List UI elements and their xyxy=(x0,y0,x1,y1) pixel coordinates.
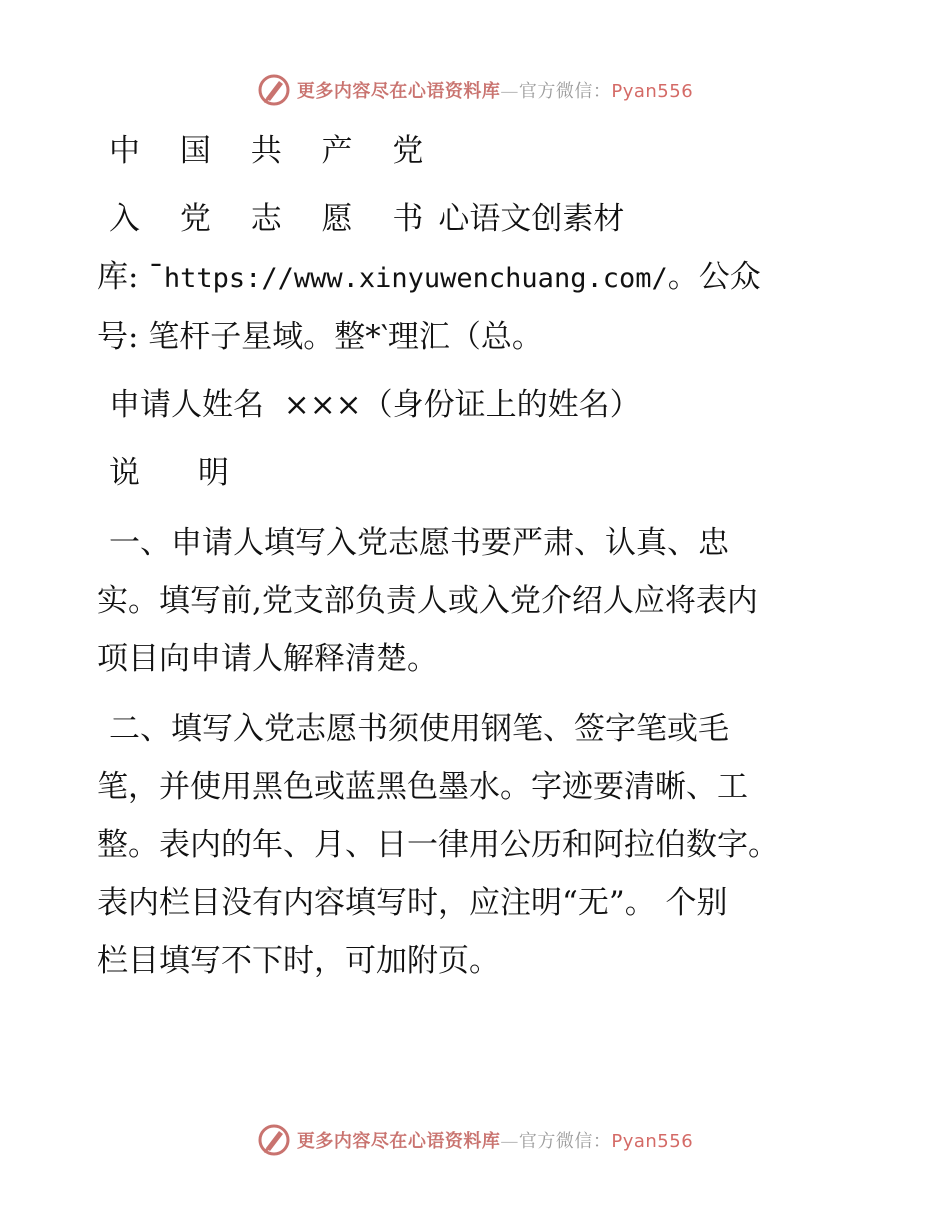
item2-line4: 表内栏目没有内容填写时，应注明“无”。 个别 xyxy=(97,885,728,921)
source-label: 库: ¯ xyxy=(97,259,164,295)
banner-text xyxy=(297,77,693,103)
banner-wechat-id: Pyan556 xyxy=(611,1131,694,1152)
source-account-line: 号: 笔杆子星域。整*‵理汇（总。 xyxy=(97,319,543,355)
title-line xyxy=(97,190,842,248)
header-banner xyxy=(0,70,950,110)
banner-label: 官方微信： xyxy=(518,1131,612,1152)
document-body xyxy=(97,122,842,990)
source-suffix: 。公众 xyxy=(667,259,761,295)
source-prefix: 心语文创素材 xyxy=(438,201,625,237)
banner-main-text: 更多内容尽在心语资料库 xyxy=(296,1131,501,1152)
item2-line2: 笔，并使用黑色或蓝黑色墨水。字迹要清晰、工 xyxy=(97,769,748,805)
instruction-item-2 xyxy=(97,700,842,990)
banner-separator: — xyxy=(500,1131,519,1152)
org-heading: 中 国 共 产 党 xyxy=(109,133,439,169)
footer-banner xyxy=(0,1120,950,1160)
banner-main-text: 更多内容尽在心语资料库 xyxy=(296,81,501,102)
item1-line3: 项目向申请人解释清楚。 xyxy=(97,641,438,677)
banner-wechat-id: Pyan556 xyxy=(611,81,694,102)
applicant-line xyxy=(97,376,842,434)
source-url-line xyxy=(97,248,842,308)
item1-line2: 实。填写前,党支部负责人或入党介绍人应将表内 xyxy=(97,583,758,619)
item2-line1: 二、填写入党志愿书须使用钢笔、签字笔或毛 xyxy=(109,711,729,747)
item2-line5: 栏目填写不下时，可加附页。 xyxy=(97,943,500,979)
document-title: 入 党 志 愿 书 xyxy=(109,201,439,237)
banner-label: 官方微信： xyxy=(518,81,612,102)
explain-heading xyxy=(97,444,842,502)
explain-char-2: 明 xyxy=(198,455,229,491)
banner-text xyxy=(297,1127,693,1153)
source-url: https://www.xinyuwenchuang.com/ xyxy=(163,263,668,294)
explain-char-1: 说 xyxy=(109,455,140,491)
instruction-item-1 xyxy=(97,514,842,688)
applicant-label: 申请人姓名 xyxy=(109,387,264,423)
applicant-value: ×××（身份证上的姓名） xyxy=(283,387,641,423)
quill-seal-icon xyxy=(257,1123,291,1157)
item1-line1: 一、申请人填写入党志愿书要严肃、认真、忠 xyxy=(109,525,729,561)
item2-line3: 整。表内的年、月、日一律用公历和阿拉伯数字。 xyxy=(97,827,779,863)
banner-separator: — xyxy=(500,81,519,102)
quill-seal-icon xyxy=(257,73,291,107)
